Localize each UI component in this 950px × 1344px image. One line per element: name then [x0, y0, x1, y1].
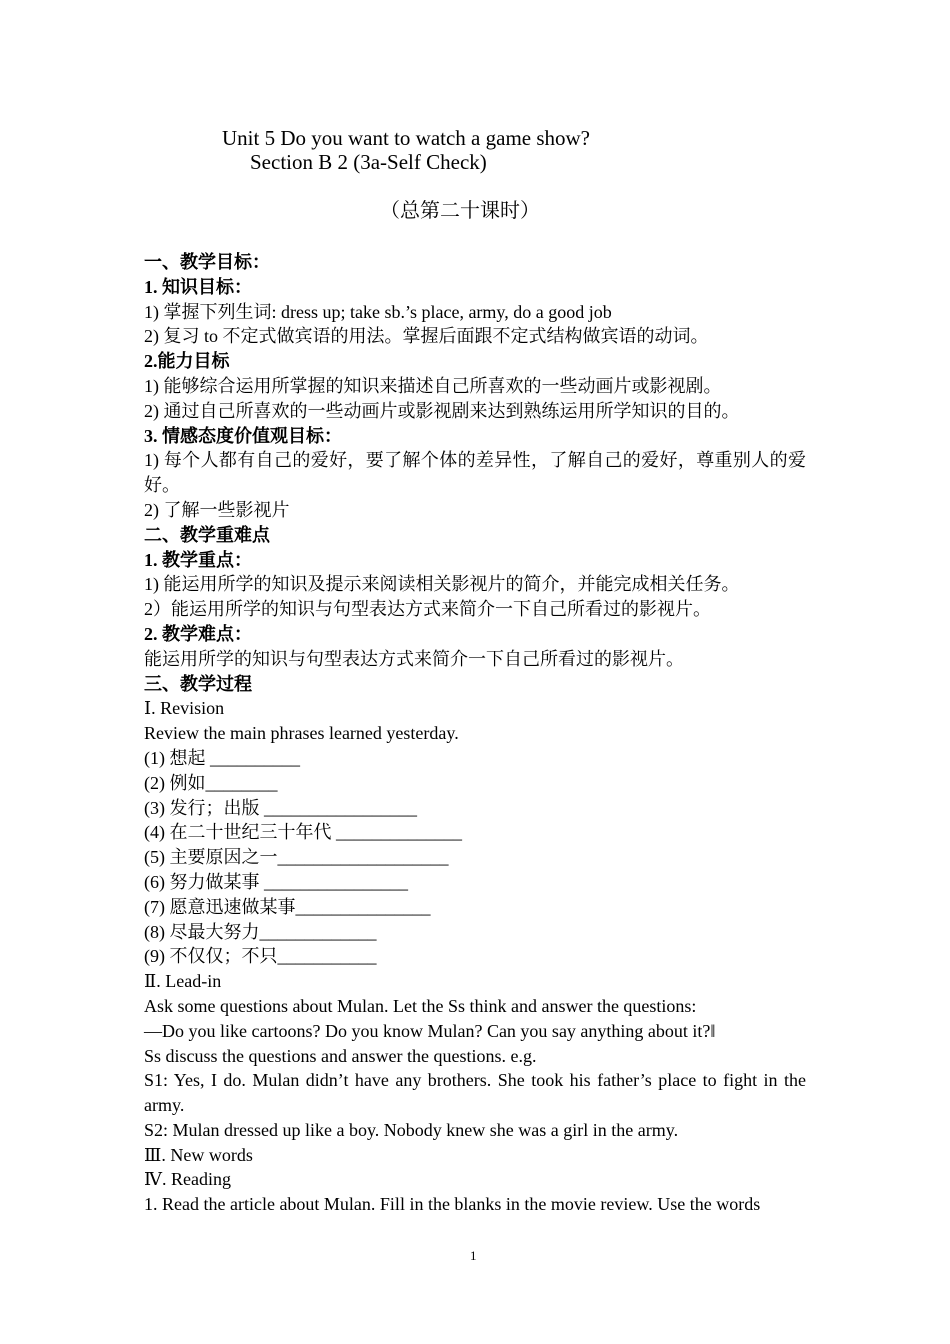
body-line: (3) 发行；出版 _________________ [144, 797, 417, 818]
section-heading: 2.能力目标 [144, 351, 230, 372]
body-line: —Do you like cartoons? Do you know Mulan? Can you say anything about it?‖ [144, 1020, 716, 1041]
section-heading: 二、教学重难点 [144, 524, 270, 545]
body-line: 2) 复习 to 不定式做宾语的用法。掌握后面跟不定式结构做宾语的动词。 [144, 326, 709, 347]
body-line: 1) 能够综合运用所掌握的知识来描述自己所喜欢的一些动画片或影视剧。 [144, 375, 722, 396]
body-line: 2) 了解一些影视片 [144, 499, 290, 520]
body-line: (9) 不仅仅；不只___________ [144, 946, 377, 967]
body-line: (2) 例如________ [144, 772, 278, 793]
lesson-number: （总第二十课时） [380, 200, 540, 222]
body-line: 2）能运用所学的知识与句型表达方式来简介一下自己所看过的影视片。 [144, 599, 711, 620]
body-line: Ss discuss the questions and answer the questions. e.g. [144, 1045, 537, 1066]
section-title: Section B 2 (3a-Self Check) [250, 150, 487, 174]
body-line: 1) 掌握下列生词: dress up; take sb.’s place, army, do a good job [144, 301, 612, 322]
section-heading: 三、教学过程 [144, 673, 252, 694]
section-heading: 2. 教学难点： [144, 623, 252, 644]
section-heading: 3. 情感态度价值观目标： [144, 425, 342, 446]
body-line: Ⅳ. Reading [144, 1169, 231, 1190]
page-number: 1 [470, 1248, 477, 1263]
body-line: Ⅲ. New words [144, 1144, 253, 1165]
section-heading: 1. 教学重点： [144, 549, 252, 570]
body-line: Review the main phrases learned yesterday. [144, 723, 459, 744]
body-line: Ⅰ. Revision [144, 698, 225, 719]
body-line: 1) 能运用所学的知识及提示来阅读相关影视片的简介，并能完成相关任务。 [144, 574, 740, 595]
body-line: Ask some questions about Mulan. Let the Ss think and answer the questions: [144, 995, 697, 1016]
body-line: (8) 尽最大努力_____________ [144, 921, 377, 942]
unit-title: Unit 5 Do you want to watch a game show? [222, 126, 591, 150]
body-line: (5) 主要原因之一___________________ [144, 847, 449, 868]
body-line: S2: Mulan dressed up like a boy. Nobody knew she was a girl in the army. [144, 1119, 679, 1140]
body-line: 能运用所学的知识与句型表达方式来简介一下自己所看过的影视片。 [144, 648, 684, 669]
document-body [144, 250, 806, 1217]
body-line: (1) 想起 __________ [144, 747, 300, 768]
body-line: (7) 愿意迅速做某事_______________ [144, 896, 431, 917]
section-heading: 一、教学目标： [144, 252, 270, 272]
body-line: 1. Read the article about Mulan. Fill in the blanks in the movie review. Use the words [144, 1194, 761, 1215]
body-line: 1) 每个人都有自己的爱好，要了解个体的差异性，了解自己的爱好，尊重别人的爱好。 [144, 450, 806, 496]
body-line: S1: Yes, I do. Mulan didn’t have any brothers. She took his father’s place to fight in the army. [144, 1070, 806, 1116]
section-heading: 1. 知识目标： [144, 276, 252, 297]
body-line: Ⅱ. Lead-in [144, 971, 222, 992]
body-line: (6) 努力做某事 ________________ [144, 871, 408, 892]
body-line: 2) 通过自己所喜欢的一些动画片或影视剧来达到熟练运用所学知识的目的。 [144, 400, 740, 421]
body-line: (4) 在二十世纪三十年代 ______________ [144, 822, 462, 843]
